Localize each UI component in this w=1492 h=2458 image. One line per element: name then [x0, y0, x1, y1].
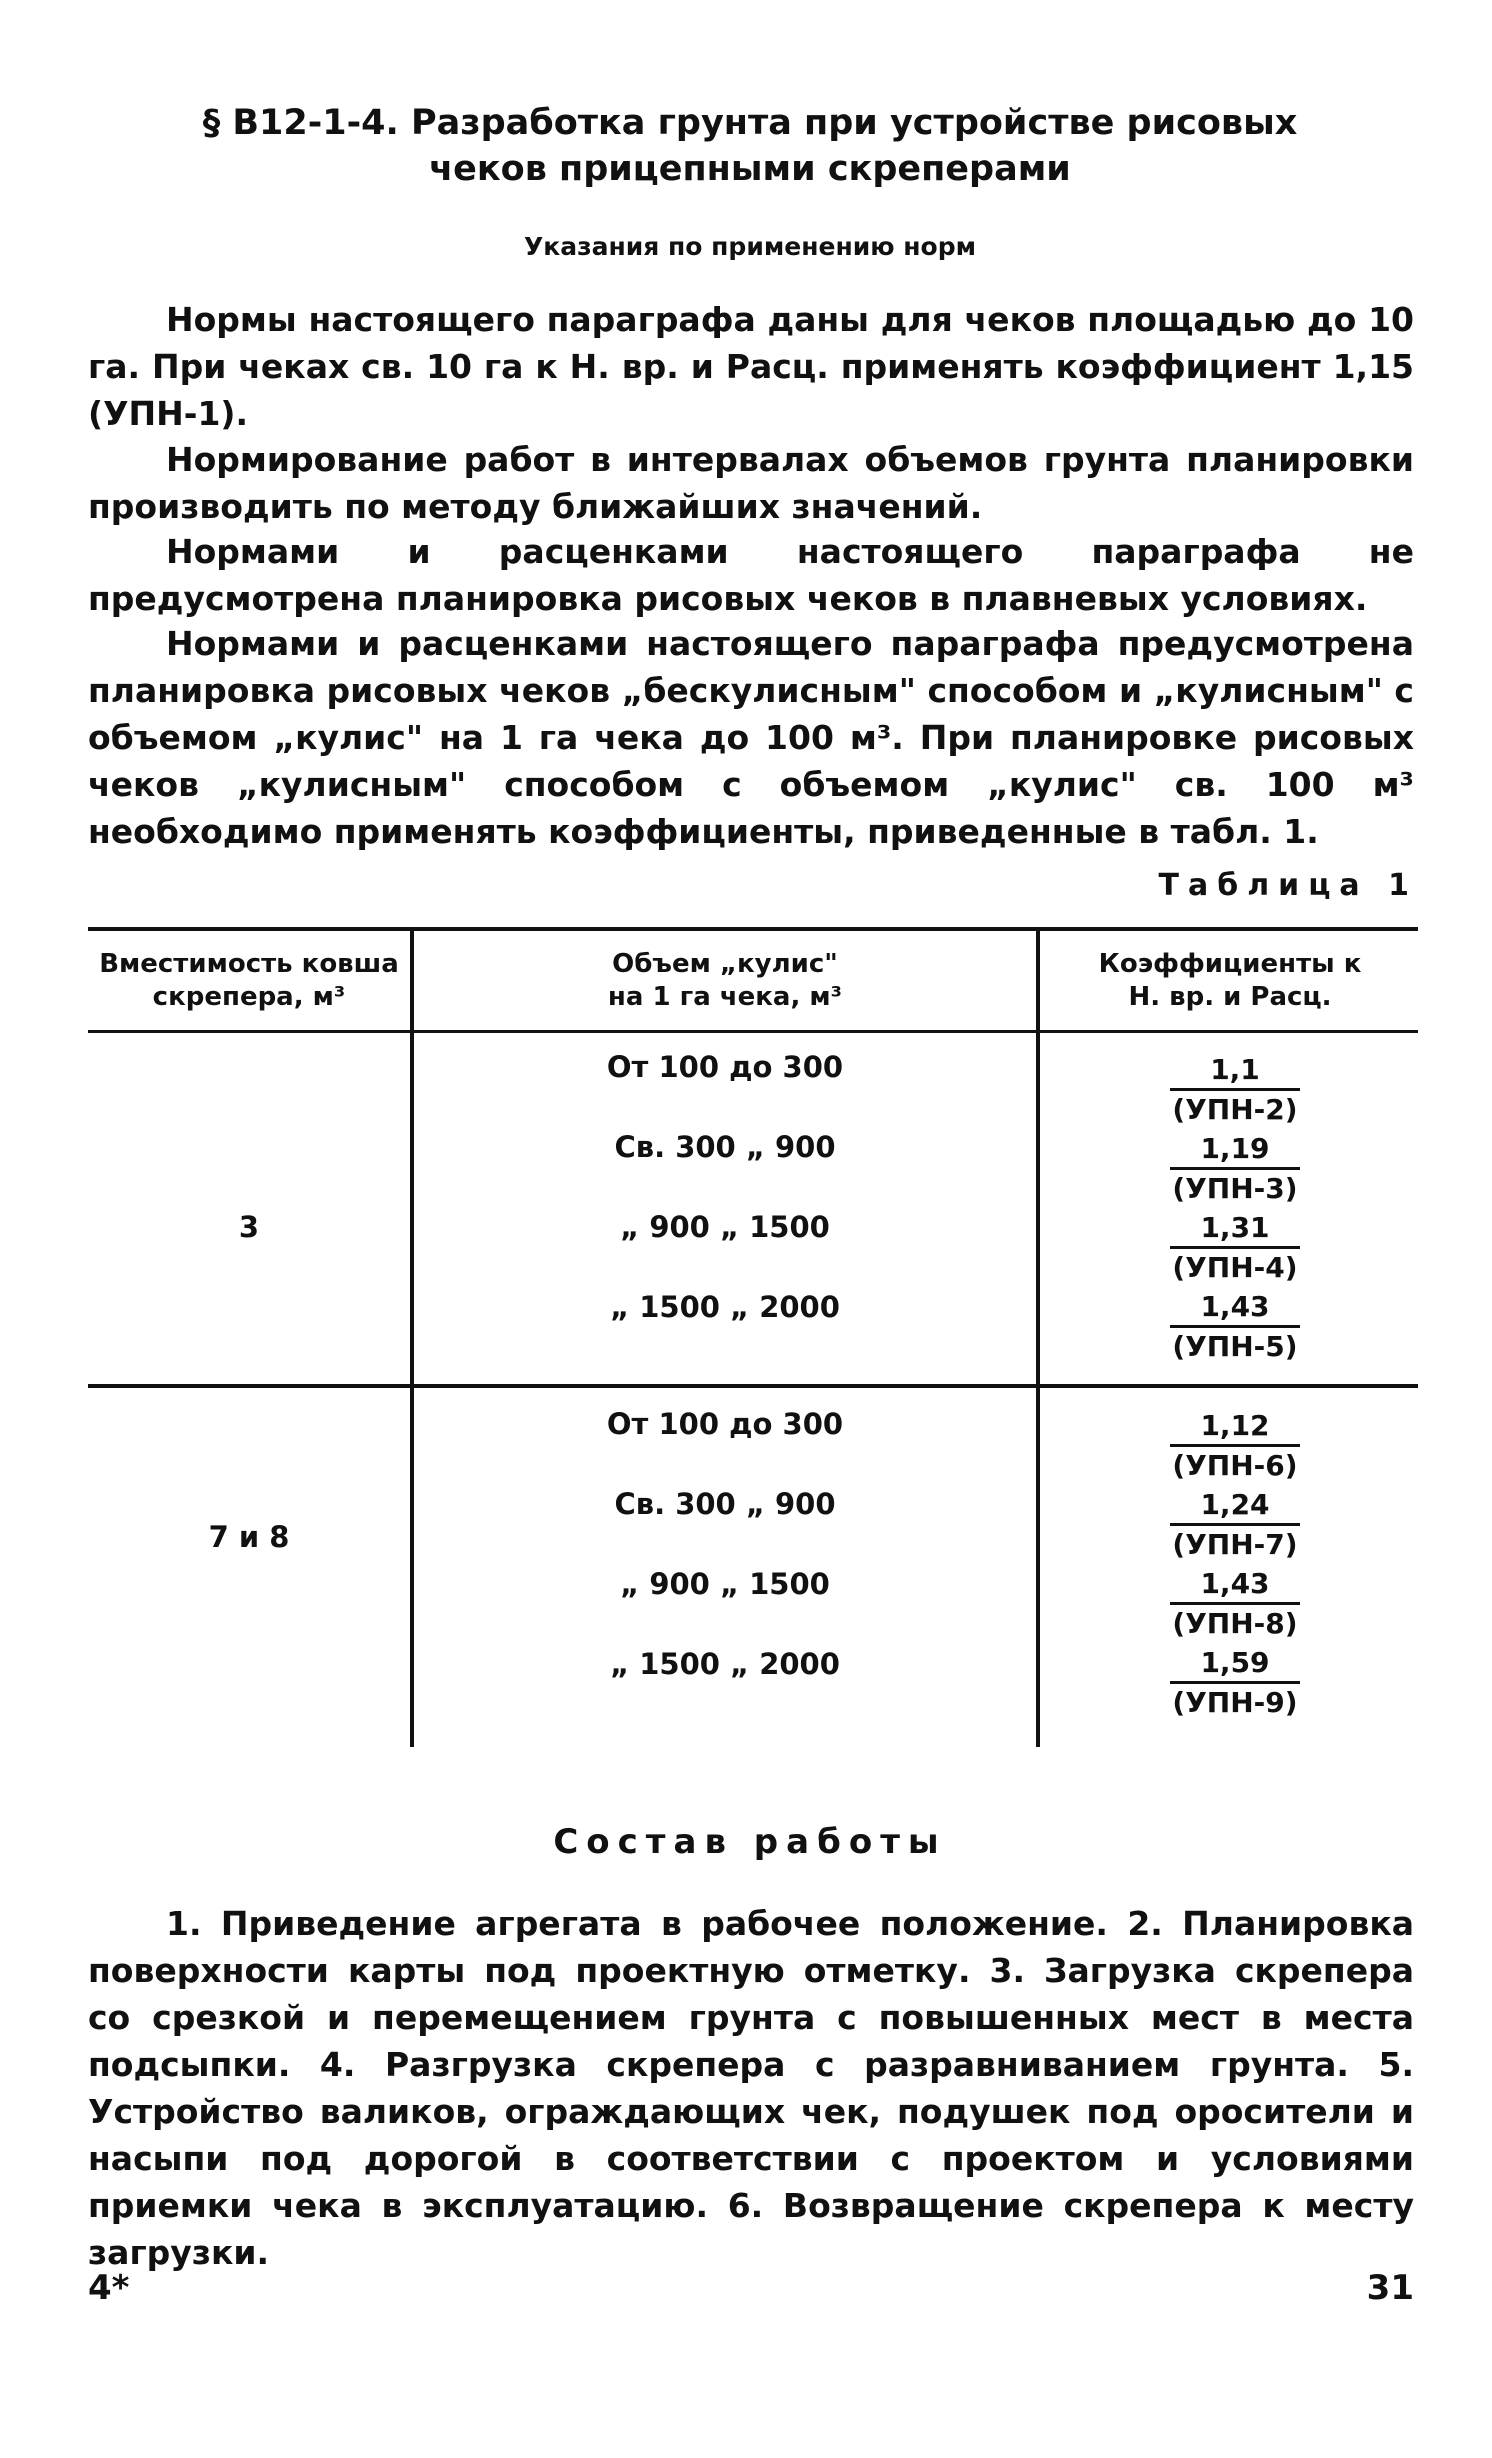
table-header-coefficients: [1042, 948, 1418, 1014]
table-cell-volume: „ 1500 „ 2000: [610, 1647, 840, 1681]
table-cell-volume: Св. 300 „ 900: [614, 1130, 836, 1164]
work-composition-title: Состав работы: [553, 1822, 947, 1862]
paragraph-1: Нормы настоящего параграфа даны для чеков площадью до 10 га. При чеках св. 10 га к Н. вр. и Расц. применять коэффициент 1,15 (УПН-1).: [88, 300, 1414, 433]
table-cell-volume: „ 1500 „ 2000: [610, 1290, 840, 1324]
table-cell-coefficient: [1160, 1289, 1310, 1366]
header-coefficients-line-2: Н. вр. и Расц.: [1128, 982, 1332, 1012]
table-cell-capacity: 3: [238, 1210, 260, 1244]
table-cell-coefficient: [1160, 1645, 1310, 1722]
coefficient-code: (УПН-8): [1172, 1607, 1298, 1640]
table-cell-volume: „ 900 „ 1500: [620, 1567, 830, 1601]
table-cell-volume: Св. 300 „ 900: [614, 1487, 836, 1521]
coefficient-value: 1,1: [1210, 1053, 1260, 1086]
header-coefficients-line-1: Коэффициенты к: [1098, 949, 1362, 979]
table-top-border: [88, 927, 1418, 931]
coefficient-code: (УПН-5): [1172, 1330, 1298, 1363]
table-header-border: [88, 1030, 1418, 1033]
coefficient-value: 1,31: [1200, 1211, 1270, 1244]
table-cell-coefficient: [1160, 1131, 1310, 1208]
table-cell-coefficient: [1160, 1210, 1310, 1287]
table-column-divider-1: [410, 929, 414, 1747]
section-subtitle: Указания по применению норм: [523, 232, 977, 261]
coefficient-value: 1,24: [1200, 1488, 1270, 1521]
work-composition-text: 1. Приведение агрегата в рабочее положение. 2. Планировка поверхности карты под проектную отметку. 3. Загрузка скрепера со срезкой и перемещением грунта с повышенных мест в места подсыпки. 4. Разгрузка скрепера с разравниванием грунта. 5. Устройство валиков, ограждающих чек, подушек под оросители и насыпи под дорогой в соответствии с проектом и условиями приемки чека в эксплуатацию. 6. Возвращение скрепера к месту загрузки.: [88, 1904, 1414, 2272]
coefficient-value: 1,19: [1200, 1132, 1270, 1165]
coefficient-code: (УПН-4): [1172, 1251, 1298, 1284]
paragraph-2: Нормирование работ в интервалах объемов грунта планировки производить по методу ближайших значений.: [88, 440, 1414, 526]
coefficient-value: 1,12: [1200, 1409, 1270, 1442]
table-column-divider-2: [1036, 929, 1040, 1747]
table-cell-volume: От 100 до 300: [606, 1407, 844, 1441]
coefficient-code: (УПН-9): [1172, 1686, 1298, 1719]
section-title-line-1: § В12-1-4. Разработка грунта при устройстве рисовых: [202, 103, 1298, 143]
table-caption: Таблица 1: [1158, 868, 1418, 903]
coefficient-code: (УПН-6): [1172, 1449, 1298, 1482]
page-number: 31: [1366, 2268, 1414, 2308]
paragraph-3: Нормами и расценками настоящего параграфа не предусмотрена планировка рисовых чеков в плавневых условиях.: [88, 532, 1414, 618]
coefficient-value: 1,43: [1200, 1567, 1270, 1600]
header-volume-line-1: Объем „кулис": [612, 949, 838, 979]
table-header-volume: [416, 948, 1034, 1014]
header-capacity-line-2: скрепера, м³: [152, 982, 346, 1012]
table-cell-capacity: 7 и 8: [208, 1520, 290, 1554]
header-capacity-line-1: Вместимость ковша: [99, 949, 399, 979]
table-cell-volume: От 100 до 300: [606, 1050, 844, 1084]
table-cell-coefficient: [1160, 1052, 1310, 1129]
table-cell-coefficient: [1160, 1487, 1310, 1564]
section-title-line-2: чеков прицепными скреперами: [429, 149, 1071, 189]
table-cell-coefficient: [1160, 1408, 1310, 1485]
header-volume-line-2: на 1 га чека, м³: [607, 982, 843, 1012]
footer-signature-mark: 4*: [88, 2268, 130, 2308]
table-group-divider: [88, 1384, 1418, 1388]
coefficient-code: (УПН-3): [1172, 1172, 1298, 1205]
coefficient-value: 1,43: [1200, 1290, 1270, 1323]
paragraph-4: Нормами и расценками настоящего параграфа предусмотрена планировка рисовых чеков „бескулисным" способом и „кулисным" с объемом „кулис" на 1 га чека до 100 м³. При планировке рисовых чеков „кулисным" способом с объемом „кулис" св. 100 м³ необходимо применять коэффициенты, приведенные в табл. 1.: [88, 624, 1414, 851]
coefficient-code: (УПН-7): [1172, 1528, 1298, 1561]
table-cell-volume: „ 900 „ 1500: [620, 1210, 830, 1244]
table-header-capacity: [90, 948, 408, 1014]
coefficient-value: 1,59: [1200, 1646, 1270, 1679]
table-cell-coefficient: [1160, 1566, 1310, 1643]
coefficient-code: (УПН-2): [1172, 1093, 1298, 1126]
